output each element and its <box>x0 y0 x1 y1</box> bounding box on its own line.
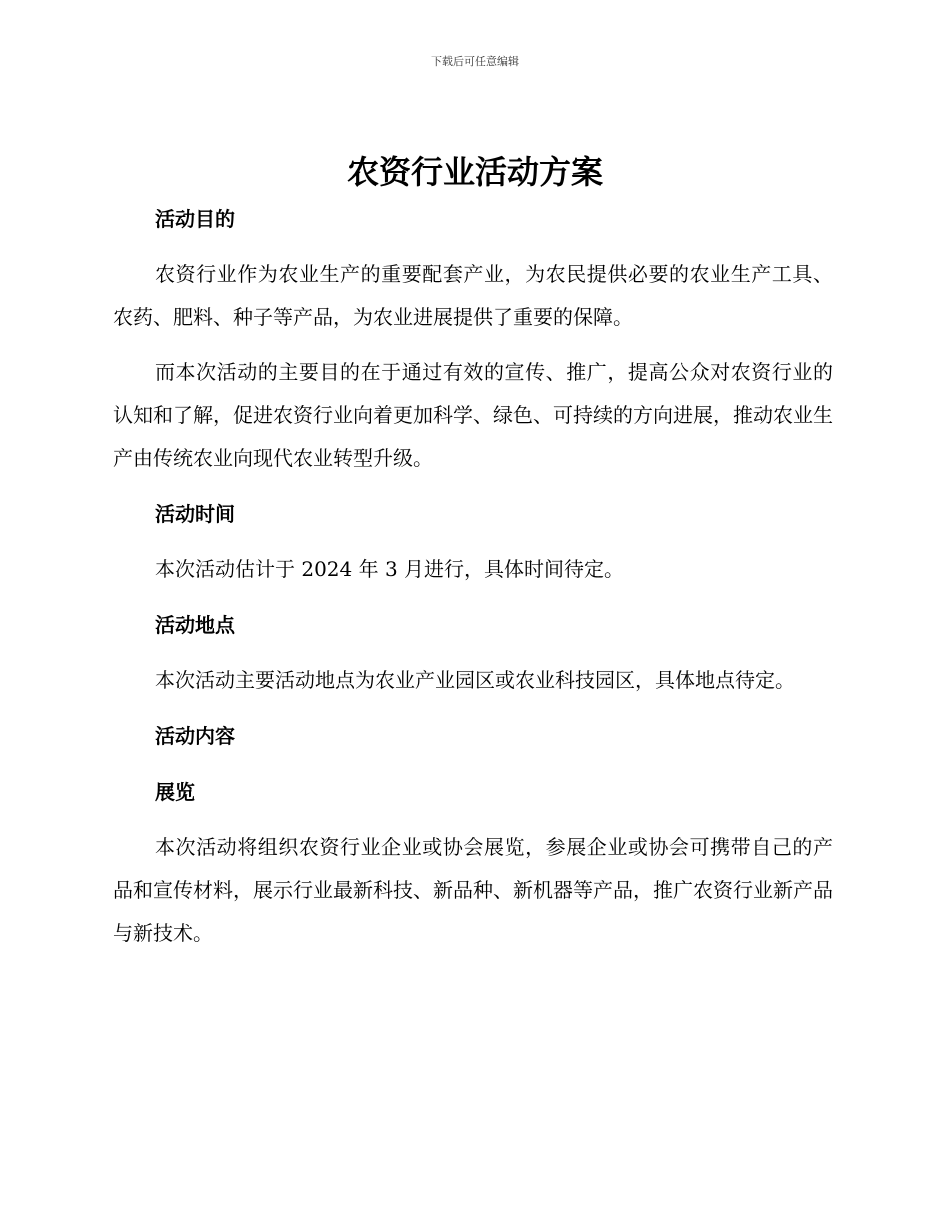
paragraph-time: 本次活动估计于 2024 年 3 月进行，具体时间待定。 <box>155 557 625 581</box>
section-heading-purpose: 活动目的 <box>155 207 235 231</box>
section-heading-location: 活动地点 <box>155 613 235 637</box>
section-heading-content: 活动内容 <box>155 724 235 748</box>
section-heading-time: 活动时间 <box>155 502 235 526</box>
paragraph-purpose-1: 农资行业作为农业生产的重要配套产业，为农民提供必要的农业生产工具、农药、肥料、种子等产品，为农业进展提供了重要的保障。 <box>113 262 833 329</box>
subsection-heading-exhibition: 展览 <box>155 780 195 804</box>
paragraph-purpose-2: 而本次活动的主要目的在于通过有效的宣传、推广，提高公众对农资行业的认知和了解，促进农资行业向着更加科学、绿色、可持续的方向进展，推动农业生产由传统农业向现代农业转型升级。 <box>113 360 833 470</box>
header-note: 下载后可任意编辑 <box>431 55 519 68</box>
paragraph-location: 本次活动主要活动地点为农业产业园区或农业科技园区，具体地点待定。 <box>155 668 795 692</box>
document-title: 农资行业活动方案 <box>346 153 603 191</box>
document-body <box>113 198 833 955</box>
paragraph-exhibition: 本次活动将组织农资行业企业或协会展览，参展企业或协会可携带自己的产品和宣传材料，展示行业最新科技、新品种、新机器等产品，推广农资行业新产品与新技术。 <box>113 835 833 945</box>
